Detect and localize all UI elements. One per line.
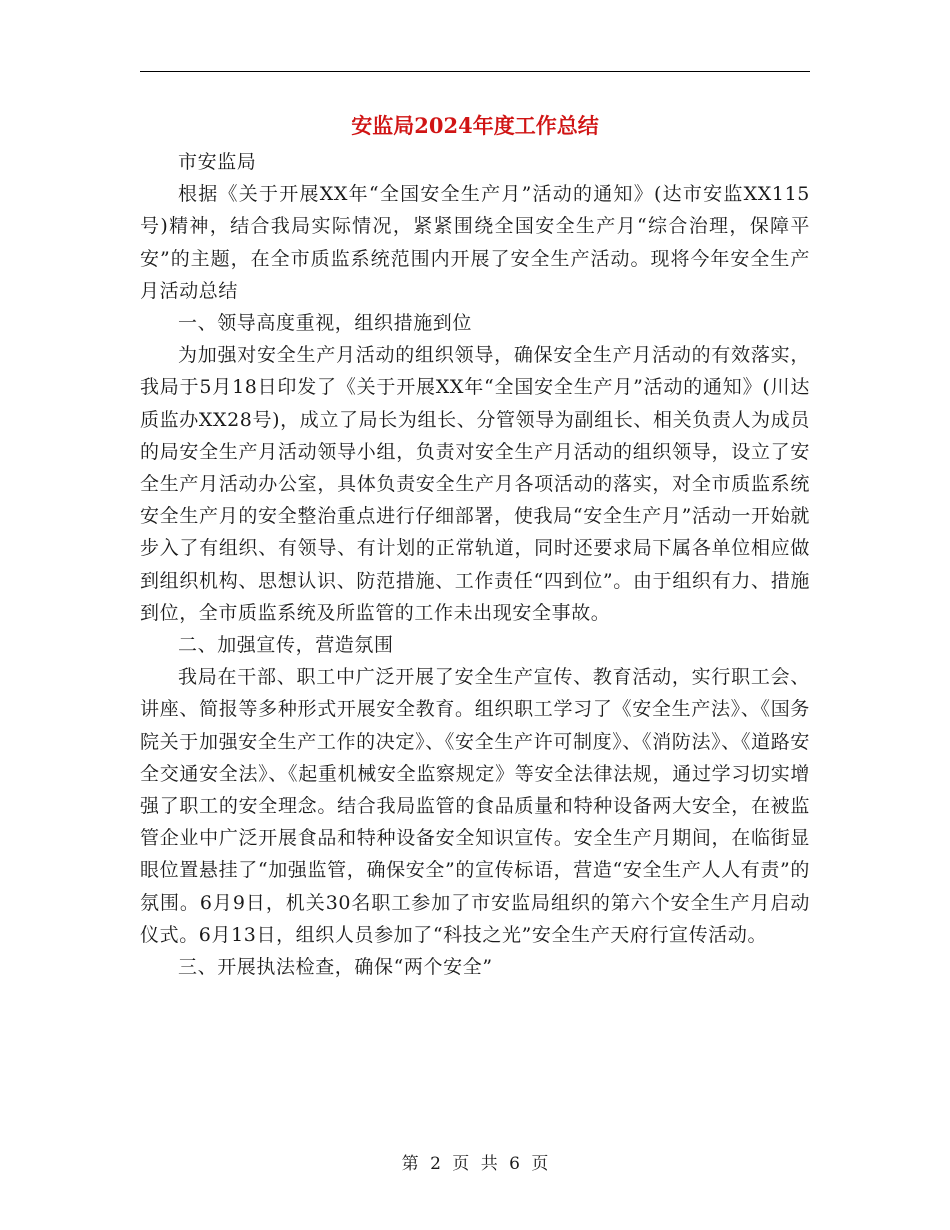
intro-paragraph: 根据《关于开展XX年“全国安全生产月”活动的通知》(达市安监XX115号)精神，结合我局实际情况，紧紧围绕全国安全生产月“综合治理，保障平安”的主题，在全市质监系统范围内开展了安全生产活动。现将今年安全生产月活动总结 [140,183,810,302]
addressee-line: 市安监局 [178,151,257,173]
document-title: 安监局2024年度工作总结 [351,113,599,138]
document-body [140,146,810,983]
section-2-paragraph: 我局在干部、职工中广泛开展了安全生产宣传、教育活动，实行职工会、讲座、简报等多种形式开展安全教育。组织职工学习了《安全生产法》、《国务院关于加强安全生产工作的决定》、《安全生产许可制度》、《消防法》、《道路安全交通安全法》、《起重机械安全监察规定》等安全法律法规，通过学习切实增强了职工的安全理念。结合我局监管的食品质量和特种设备两大安全，在被监管企业中广泛开展食品和特种设备安全知识宣传。安全生产月期间，在临街显眼位置悬挂了“加强监管，确保安全”的宣传标语，营造“安全生产人人有责”的氛围。6月9日，机关30名职工参加了市安监局组织的第六个安全生产月启动仪式。6月13日，组织人员参加了“科技之光”安全生产天府行宣传活动。 [140,666,810,946]
section-heading-1: 一、领导高度重视，组织措施到位 [178,312,473,335]
page-number-footer: 第 2 页 共 6 页 [401,1154,549,1174]
header-rule [140,71,810,72]
section-1-paragraph: 为加强对安全生产月活动的组织领导，确保安全生产月活动的有效落实，我局于5月18日印发了《关于开展XX年“全国安全生产月”活动的通知》(川达质监办XX28号)，成立了局长为组长、分管领导为副组长、相关负责人为成员的局安全生产月活动领导小组，负责对安全生产月活动的组织领导，设立了安全生产月活动办公室，具体负责安全生产月各项活动的落实，对全市质监系统安全生产月的安全整治重点进行仔细部署，使我局“安全生产月”活动一开始就步入了有组织、有领导、有计划的正常轨道，同时还要求局下属各单位相应做到组织机构、思想认识、防范措施、工作责任“四到位”。由于组织有力、措施到位，全市质监系统及所监管的工作未出现安全事故。 [140,344,810,624]
section-heading-2: 二、加强宣传，营造氛围 [178,634,394,657]
section-heading-3: 三、开展执法检查，确保“两个安全” [178,956,493,979]
